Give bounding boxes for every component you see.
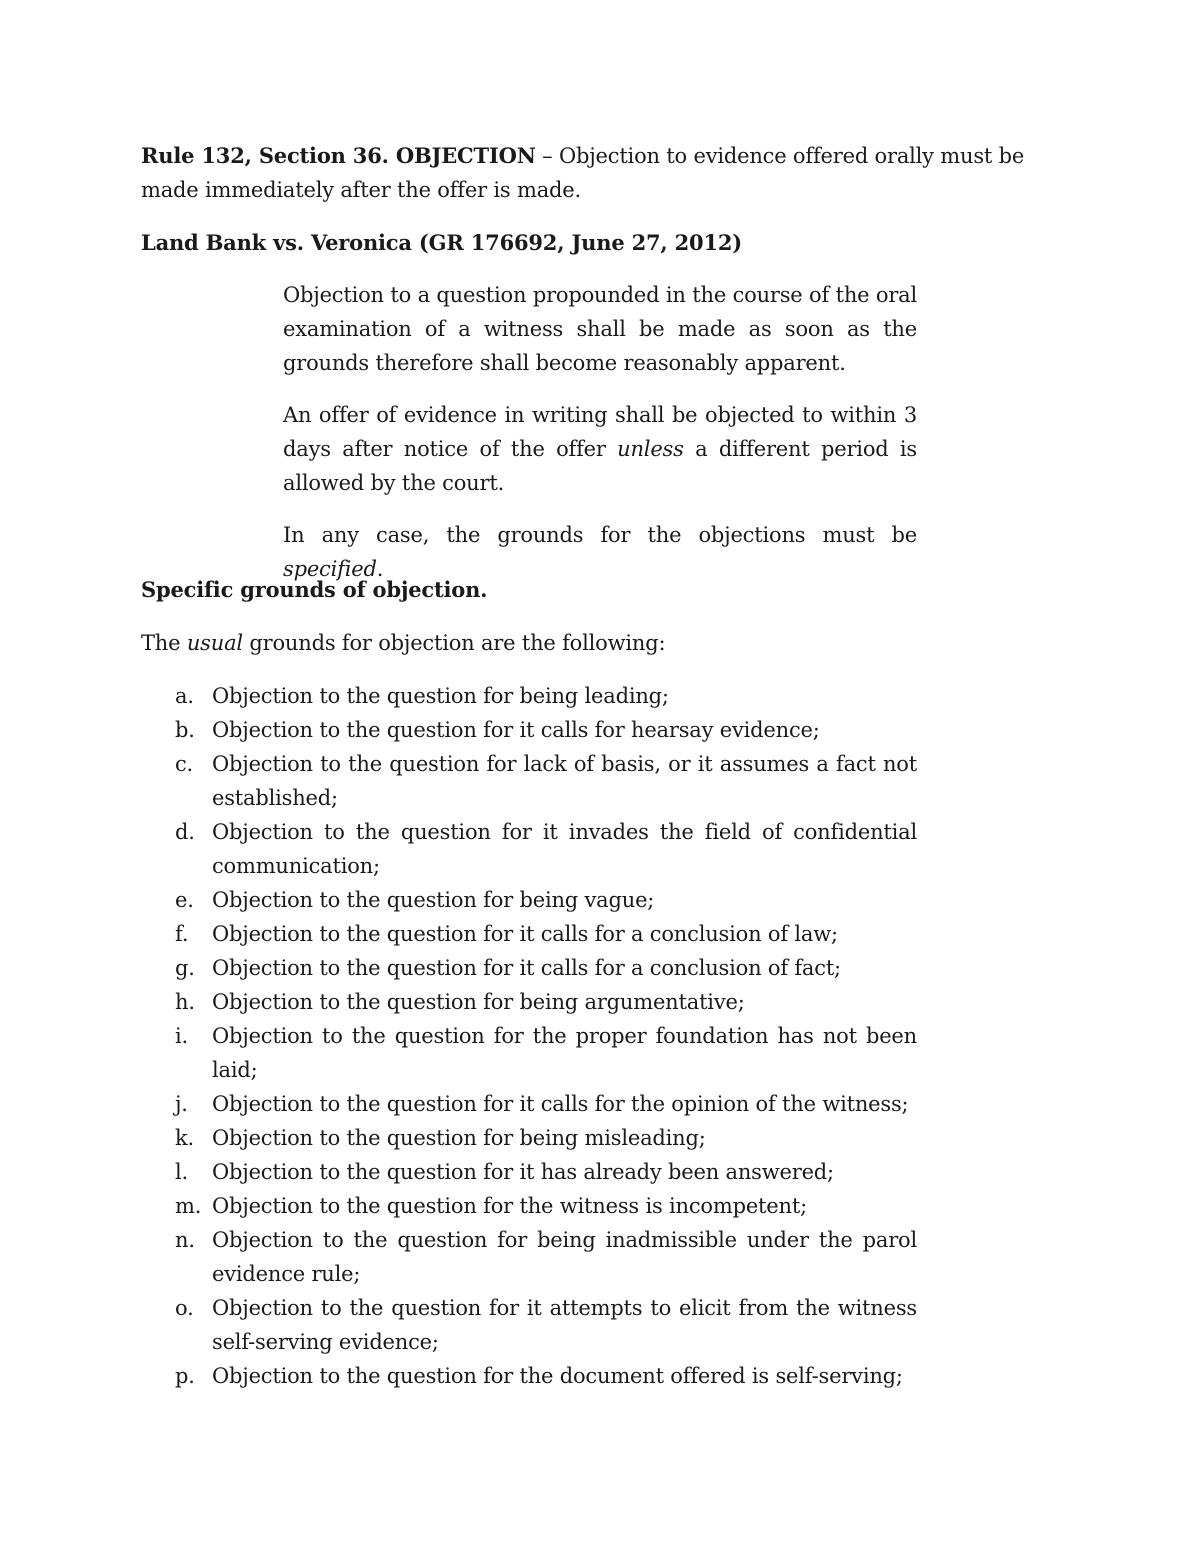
- section-intro: [141, 626, 665, 660]
- list-marker: b.: [175, 718, 195, 742]
- list-item: [141, 1019, 917, 1087]
- rule-heading: Rule 132, Section 36. OBJECTION: [141, 143, 536, 168]
- list-item-text: Objection to the question for the proper foundation has not been laid;: [212, 1024, 917, 1082]
- grounds-list: [141, 679, 917, 1393]
- list-item-text: Objection to the question for it attempts to elicit from the witness self-serving evidence;: [212, 1296, 917, 1354]
- intro-before: The: [141, 631, 187, 655]
- quote-p3-before: In any case, the grounds for the objections must be: [283, 523, 917, 547]
- list-item: [141, 1189, 917, 1223]
- section-heading: Specific grounds of objection.: [141, 577, 488, 602]
- list-item-text: Objection to the question for the witness is incompetent;: [212, 1194, 807, 1218]
- list-marker: o.: [175, 1296, 194, 1320]
- list-item-text: Objection to the question for it has already been answered;: [212, 1160, 834, 1184]
- quote-p2-after: a different period is allowed by the court.: [283, 437, 917, 495]
- list-marker: n.: [175, 1228, 195, 1252]
- list-item: [141, 1359, 917, 1393]
- case-title: Land Bank vs. Veronica (GR 176692, June 27, 2012): [141, 230, 743, 255]
- intro-emphasis: usual: [186, 631, 243, 655]
- list-marker: p.: [175, 1364, 195, 1388]
- quote-paragraph-2: [283, 398, 917, 500]
- list-item-text: Objection to the question for it calls for a conclusion of fact;: [212, 956, 841, 980]
- list-item: [141, 1087, 917, 1121]
- list-item: [141, 747, 917, 815]
- quote-p2-before: An offer of evidence in writing shall be objected to within 3 days after notice of the offer: [283, 403, 917, 461]
- list-item-text: Objection to the question for being leading;: [212, 684, 669, 708]
- rule-text: Objection to evidence offered orally must be made immediately after the offer is made.: [141, 144, 1025, 202]
- list-marker: a.: [175, 684, 194, 708]
- list-marker: i.: [175, 1024, 188, 1048]
- list-item: [141, 1155, 917, 1189]
- list-item-text: Objection to the question for it invades the field of confidential communication;: [212, 820, 917, 878]
- list-marker: k.: [175, 1126, 195, 1150]
- list-item: [141, 679, 917, 713]
- list-marker: j.: [175, 1092, 188, 1116]
- list-marker: e.: [175, 888, 194, 912]
- list-item-text: Objection to the question for being inadmissible under the parol evidence rule;: [212, 1228, 917, 1286]
- list-item-text: Objection to the question for being misleading;: [212, 1126, 706, 1150]
- case-quote: [283, 278, 917, 604]
- list-marker: c.: [175, 752, 194, 776]
- list-item: [141, 951, 917, 985]
- list-item-text: Objection to the question for being argumentative;: [212, 990, 745, 1014]
- quote-p2-emphasis: unless: [617, 437, 684, 461]
- list-item: [141, 815, 917, 883]
- list-item: [141, 713, 917, 747]
- quote-p3-emphasis: specified: [283, 557, 377, 581]
- list-item: [141, 917, 917, 951]
- intro-after: grounds for objection are the following:: [242, 631, 666, 655]
- rule-dash: –: [535, 144, 559, 168]
- list-item-text: Objection to the question for it calls for the opinion of the witness;: [212, 1092, 909, 1116]
- list-item-text: Objection to the question for the document offered is self-serving;: [212, 1364, 903, 1388]
- quote-paragraph-1: Objection to a question propounded in the course of the oral examination of a witness shall be made as soon as the grounds therefore shall become reasonably apparent.: [283, 283, 917, 375]
- list-marker: g.: [175, 956, 195, 980]
- quote-p3-after: .: [376, 557, 384, 581]
- list-item: [141, 1223, 917, 1291]
- list-item: [141, 883, 917, 917]
- list-marker: l.: [175, 1160, 188, 1184]
- list-marker: h.: [175, 990, 195, 1014]
- list-marker: d.: [175, 820, 195, 844]
- list-marker: m.: [175, 1194, 202, 1218]
- list-item-text: Objection to the question for it calls for hearsay evidence;: [212, 718, 820, 742]
- list-item: [141, 1121, 917, 1155]
- list-marker: f.: [175, 922, 189, 946]
- list-item: [141, 1291, 917, 1359]
- list-item-text: Objection to the question for it calls for a conclusion of law;: [212, 922, 838, 946]
- list-item: [141, 985, 917, 1019]
- list-item-text: Objection to the question for being vague;: [212, 888, 655, 912]
- rule-paragraph: [141, 139, 1071, 207]
- list-item-text: Objection to the question for lack of basis, or it assumes a fact not established;: [212, 752, 917, 810]
